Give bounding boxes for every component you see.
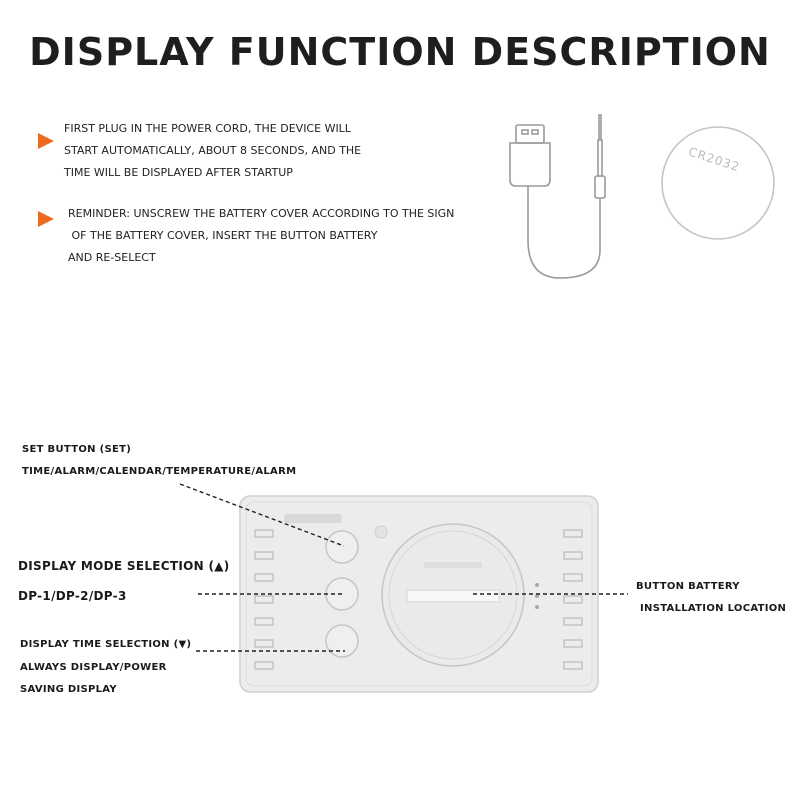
set-button-functions: TIME/ALARM/CALENDAR/TEMPERATURE/ALARM [22,466,297,477]
display-time-options-2: SAVING DISPLAY [20,684,117,695]
note-2-line-2: OF THE BATTERY COVER, INSERT THE BUTTON BATTERY [68,229,378,242]
battery-location-label-1: BUTTON BATTERY [636,581,740,592]
down-button [326,625,358,657]
display-mode-label: DISPLAY MODE SELECTION (▲) [18,559,230,573]
note-1-line-1: FIRST PLUG IN THE POWER CORD, THE DEVICE WILL [64,122,351,135]
display-time-options-1: ALWAYS DISPLAY/POWER [20,662,167,673]
note-1-line-3: TIME WILL BE DISPLAYED AFTER STARTUP [64,166,293,179]
coin-battery-icon [662,127,774,239]
set-button [326,531,358,563]
set-button-label: SET BUTTON (SET) [22,444,132,455]
display-time-label: DISPLAY TIME SELECTION (▼) [20,639,192,650]
battery-location-label-2: INSTALLATION LOCATION [640,603,787,614]
note-1-line-2: START AUTOMATICALLY, ABOUT 8 SECONDS, AND THE [64,144,362,157]
coin-battery-label: CR2032 [686,144,742,175]
note-2-line-1: REMINDER: UNSCREW THE BATTERY COVER ACCORDING TO THE SIGN [68,207,455,220]
page-title: DISPLAY FUNCTION DESCRIPTION [29,30,771,74]
usb-cable-icon [510,115,605,278]
display-mode-options: DP-1/DP-2/DP-3 [18,589,127,603]
note-2-line-3: AND RE-SELECT [68,251,156,264]
